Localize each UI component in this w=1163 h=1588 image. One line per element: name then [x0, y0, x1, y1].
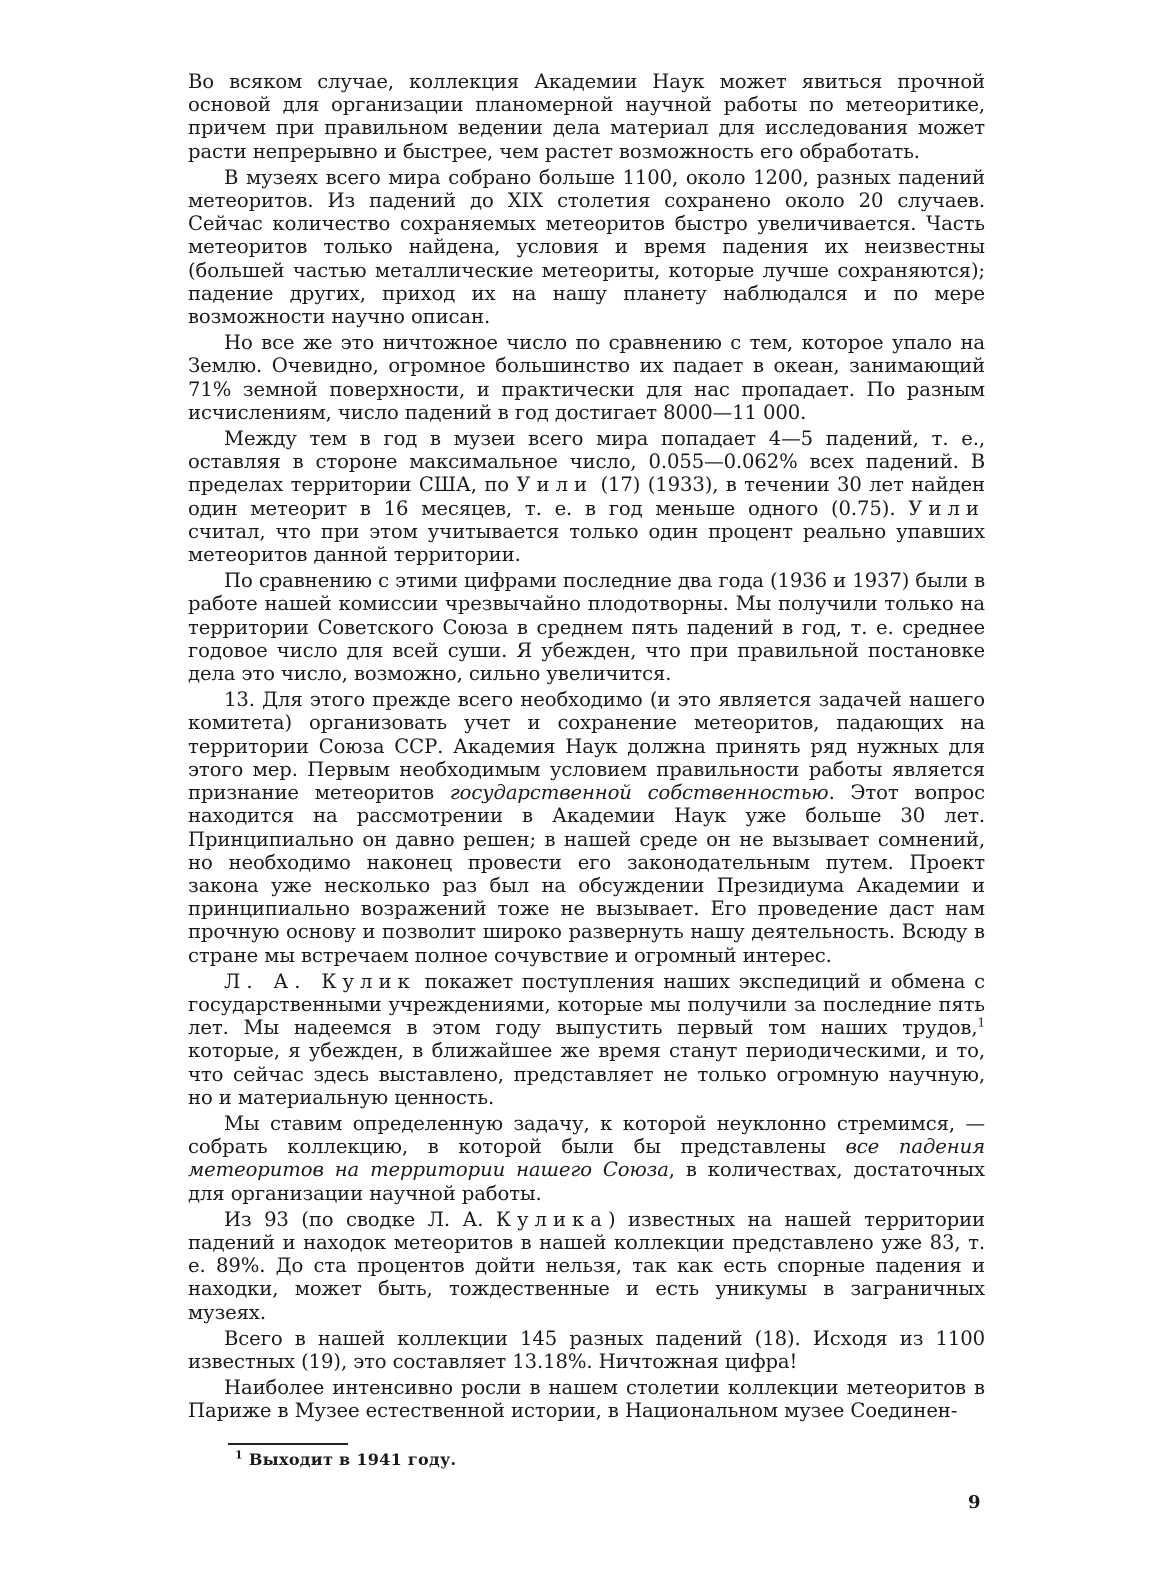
paragraph-4	[188, 427, 985, 566]
paragraph-5: По сравнению с этими цифрами последние два года (1936 и 1937) были в работе нашей комиссии чрезвычайно плодотворны. Мы получили только на территории Советского Союза в среднем пять падений в год, т. е. среднее годовое число для всей суши. Я убежден, что при правильной постановке дела это число, возможно, сильно увеличится.	[188, 569, 985, 686]
paragraph-11: Наиболее интенсивно росли в нашем столетии коллекции метеоритов в Париже в Музее естественной истории, в Национальном музее Соединен-	[188, 1376, 985, 1423]
paragraph-9	[188, 1208, 985, 1324]
paragraph-6-text-b: . Этот вопрос находится на рассмотрении в Академии Наук уже больше 30 лет. Принципиально он давно решен; в нашей среде он не вызывает сомнений, но необходимо наконец провести его законодательным путем. Проект закона уже несколько раз был на обсуждении Президиума Академии и принципиально возражений тоже не вызывает. Его проведение даст нам прочную основу и позволит широко развернуть нашу деятельность. Всюду в стране мы встречаем полное сочувствие и огромный интерес.	[188, 781, 985, 967]
paragraph-1: Во всяком случае, коллекция Академии Наук может явиться прочной основой для организации планомерной научной работы по метеоритике, причем при правильном ведении дела материал для исследования может расти непрерывно и быстрее, чем растет возможность его обработать.	[188, 70, 985, 163]
paragraph-9-text-a: Из 93 (по сводке Л. А.	[224, 1207, 496, 1231]
footnote-reference: 1	[977, 1015, 985, 1030]
author-name-kulika: Кулика	[495, 1207, 608, 1231]
paragraph-10: Всего в нашей коллекции 145 разных падений (18). Исходя из 1100 известных (19), это составляет 13.18%. Ничтожная цифра!	[188, 1326, 985, 1373]
paragraph-3: Но все же это ничтожное число по сравнению с тем, которое упало на Землю. Очевидно, огромное большинство их падает в океан, занимающий 71% земной поверхности, и практически для нас пропадает. По разным исчислениям, число падений в год достигает 8000—11 000.	[188, 331, 985, 424]
paragraph-9-text-b: ) известных на нашей территории падений и находок метеоритов в нашей коллекции представлено уже 83, т. е. 89%. До ста процентов дойти нельзя, так как есть спорные падения и находки, может быть, тождественные и есть уникумы в заграничных музеях.	[188, 1207, 986, 1324]
page-body	[188, 70, 985, 1423]
paragraph-6	[188, 688, 985, 966]
paragraph-4-text-a: Между тем в год в музеи всего мира попадает 4—5 падений, т. е., оставляя в стороне максимальное число, 0.055—0.062% всех падений. В пределах территории США, по	[188, 427, 985, 497]
paragraph-7-text-a: покажет поступления наших экспедиций и обмена с государственными учреждениями, которые мы получили за последние пять лет. Мы надеемся в этом году выпустить первый том наших трудов,	[188, 969, 985, 1040]
author-name-wylie: Уили	[516, 473, 594, 497]
emphasis-all-falls: все падения метеоритов на территории нашего Союза	[188, 1135, 985, 1182]
paragraph-4-text-c: считал, что при этом учитывается только один процент реально упавших метеоритов данной территории.	[188, 519, 985, 567]
author-name-wylie-2: Уили	[908, 496, 985, 520]
paragraph-2: В музеях всего мира собрано больше 1100, около 1200, разных падений метеоритов. Из падений до XIX столетия сохранено около 20 случаев. Сейчас количество сохраняемых метеоритов быстро увеличивается. Часть метеоритов только найдена, условия и время падения их неизвестны (большей частью металлические метеориты, которые лучше сохраняются); падение других, приход их на нашу планету наблюдался и по мере возможности научно описан.	[188, 165, 985, 329]
paragraph-8-text-a: Мы ставим определенную задачу, к которой неуклонно стремимся, — собрать коллекцию, в которой были бы представлены	[188, 1111, 985, 1159]
author-name-kulik: Л. А. Кулик	[224, 969, 416, 993]
footnote-marker: 1	[235, 1448, 243, 1462]
page-number: 9	[968, 1492, 981, 1513]
paragraph-7	[188, 970, 985, 1109]
paragraph-8	[188, 1112, 985, 1205]
paragraph-8-text-b: , в количествах, достаточных для организации научной работы.	[188, 1158, 985, 1205]
paragraph-4-text-b: (17) (1933), в течении 30 лет найден один метеорит в 16 месяцев, т. е. в год меньше одного (0.75).	[188, 473, 985, 520]
emphasis-state-property: государственной собственностью	[449, 781, 829, 805]
footnote-divider	[228, 1443, 348, 1445]
footnote-text: Выходит в 1941 году.	[242, 1450, 457, 1469]
paragraph-6-text-a: 13. Для этого прежде всего необходимо (и это является задачей нашего комитета) организовать учет и сохранение метеоритов, падающих на территории Союза ССР. Академия Наук должна принять ряд нужных для этого мер. Первым необходимым условием правильности работы является признание метеоритов	[188, 688, 985, 805]
paragraph-7-text-b: которые, я убежден, в ближайшее же время станут периодическими, и то, что сейчас здесь выставлено, представляет не только огромную научную, но и материальную ценность.	[188, 1039, 985, 1109]
footnote	[235, 1450, 456, 1469]
